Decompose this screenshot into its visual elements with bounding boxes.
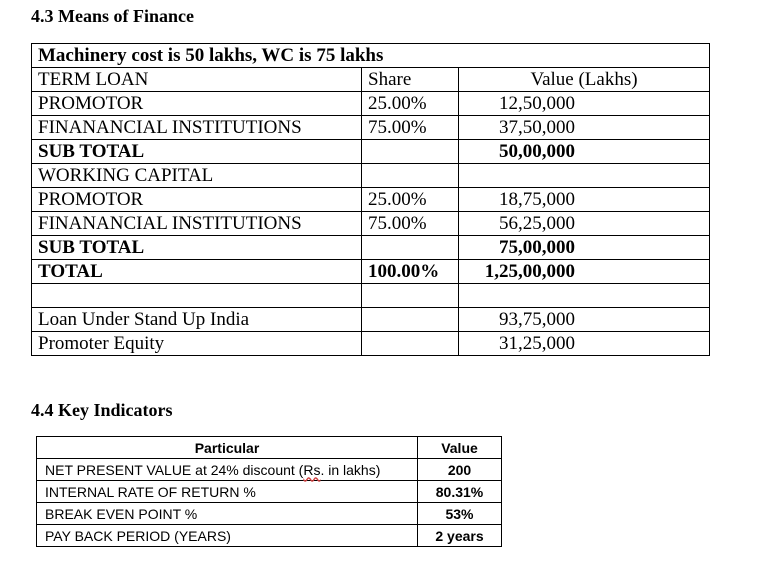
row-label: TOTAL: [32, 260, 362, 284]
section-heading-key-indicators: 4.4 Key Indicators: [31, 400, 173, 420]
table-header-row: [37, 437, 502, 459]
row-share: [362, 236, 459, 260]
row-label: SUB TOTAL: [32, 140, 362, 164]
table-row: [32, 92, 710, 116]
table-row: [32, 212, 710, 236]
indicator-label-start: NET PRESENT VALUE at 24% discount (: [45, 461, 304, 478]
row-label: TERM LOAN: [32, 68, 362, 92]
row-value: [459, 164, 710, 188]
indicator-value: 80.31%: [418, 481, 502, 503]
row-value: 93,75,000: [459, 308, 710, 332]
section-heading-means-of-finance: 4.3 Means of Finance: [31, 6, 194, 26]
indicator-label: PAY BACK PERIOD (YEARS): [37, 525, 418, 547]
row-value: 75,00,000: [459, 236, 710, 260]
table-row: [32, 164, 710, 188]
row-value: 37,50,000: [459, 116, 710, 140]
row-share: [362, 140, 459, 164]
indicator-label-end: . in lakhs): [320, 461, 381, 478]
table-row: [37, 503, 502, 525]
row-share: 100.00%: [362, 260, 459, 284]
row-label: Loan Under Stand Up India: [32, 308, 362, 332]
row-value: 18,75,000: [459, 188, 710, 212]
table-row: [32, 308, 710, 332]
row-value: 31,25,000: [459, 332, 710, 356]
particular-header: Particular: [37, 437, 418, 459]
table-row: [32, 332, 710, 356]
indicator-label: INTERNAL RATE OF RETURN %: [37, 481, 418, 503]
indicator-value: 200: [418, 459, 502, 481]
row-label: SUB TOTAL: [32, 236, 362, 260]
value-header: Value: [418, 437, 502, 459]
row-label: WORKING CAPITAL: [32, 164, 362, 188]
row-label: FINANANCIAL INSTITUTIONS: [32, 212, 362, 236]
row-share: 25.00%: [362, 92, 459, 116]
table-row: [32, 284, 710, 308]
means-of-finance-table: [31, 43, 710, 356]
finance-caption: Machinery cost is 50 lakhs, WC is 75 lakhs: [32, 44, 710, 68]
table-row: [32, 188, 710, 212]
row-value: 50,00,000: [459, 140, 710, 164]
key-indicators-table: [36, 436, 502, 547]
table-row: [32, 236, 710, 260]
row-value: 12,50,000: [459, 92, 710, 116]
row-share: [362, 284, 459, 308]
table-row: [32, 140, 710, 164]
indicator-label: [37, 459, 418, 481]
row-share: 75.00%: [362, 212, 459, 236]
table-row: [37, 459, 502, 481]
row-share: [362, 308, 459, 332]
table-row: [32, 116, 710, 140]
table-row: [32, 68, 710, 92]
table-row: [37, 481, 502, 503]
row-label: Promoter Equity: [32, 332, 362, 356]
indicator-label: BREAK EVEN POINT %: [37, 503, 418, 525]
row-share: [362, 164, 459, 188]
row-value: 1,25,00,000: [459, 260, 710, 284]
row-value: [459, 284, 710, 308]
row-label: [32, 284, 362, 308]
row-value: 56,25,000: [459, 212, 710, 236]
row-label: FINANANCIAL INSTITUTIONS: [32, 116, 362, 140]
table-row: [37, 525, 502, 547]
indicator-value: 2 years: [418, 525, 502, 547]
row-label: PROMOTOR: [32, 92, 362, 116]
value-header: Value (Lakhs): [459, 68, 710, 92]
share-header: Share: [362, 68, 459, 92]
row-share: [362, 332, 459, 356]
table-row: [32, 260, 710, 284]
indicator-value: 53%: [418, 503, 502, 525]
row-share: 25.00%: [362, 188, 459, 212]
row-share: 75.00%: [362, 116, 459, 140]
row-label: PROMOTOR: [32, 188, 362, 212]
spellcheck-flagged-word: Rs: [303, 461, 321, 478]
